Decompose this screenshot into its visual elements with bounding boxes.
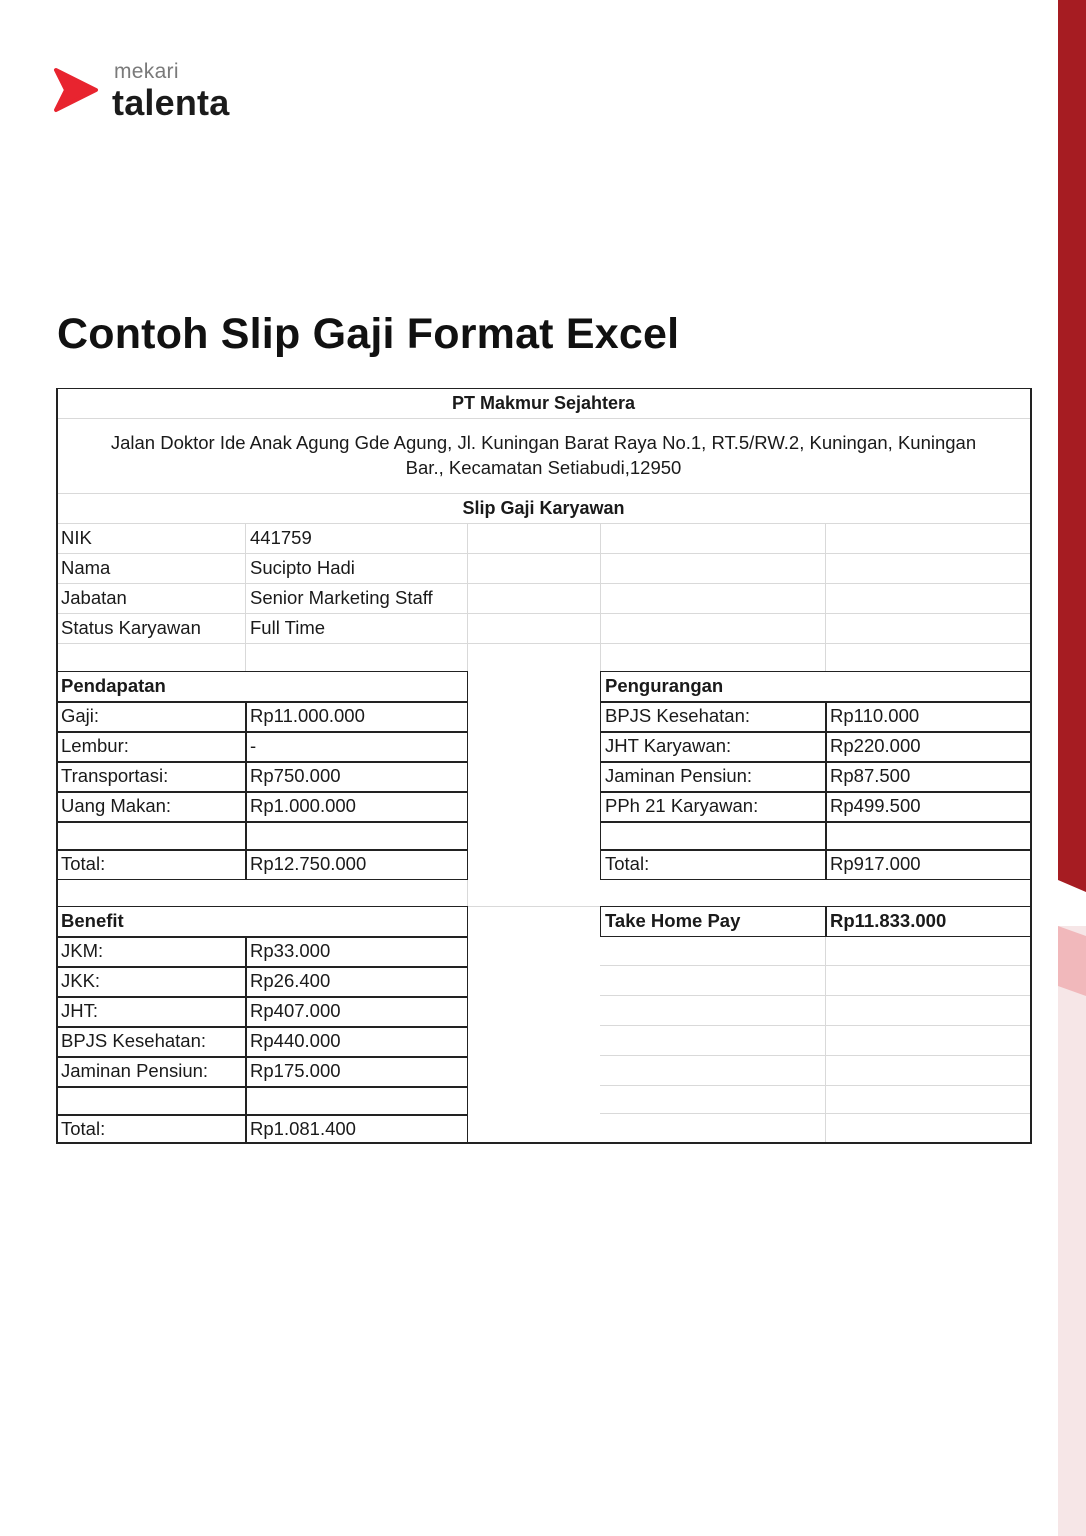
employee-name-value: Sucipto Hadi	[250, 557, 355, 578]
employee-position-value: Senior Marketing Staff	[250, 587, 433, 608]
slip-title: Slip Gaji Karyawan	[462, 497, 625, 518]
pendapatan-makan-value: Rp1.000.000	[250, 795, 356, 816]
page-title: Contoh Slip Gaji Format Excel	[57, 310, 680, 358]
pengurangan-header: Pengurangan	[605, 675, 724, 696]
pendapatan-gaji-label: Gaji:	[61, 705, 100, 726]
benefit-bpjs-value: Rp440.000	[250, 1030, 341, 1051]
pendapatan-header: Pendapatan	[61, 675, 166, 696]
pendapatan-total-label: Total:	[61, 853, 106, 874]
pengurangan-pensiun-label: Jaminan Pensiun:	[605, 765, 753, 786]
company-name: PT Makmur Sejahtera	[451, 392, 636, 413]
pendapatan-transport-value: Rp750.000	[250, 765, 341, 786]
benefit-bpjs-label: BPJS Kesehatan:	[61, 1030, 207, 1051]
gridline	[600, 1055, 1031, 1056]
benefit-jht-label: JHT:	[61, 1000, 98, 1021]
pendapatan-makan-label: Uang Makan:	[61, 795, 172, 816]
take-home-pay-label: Take Home Pay	[605, 910, 741, 931]
gridline	[825, 523, 826, 671]
company-address-line2: Bar., Kecamatan Setiabudi,12950	[405, 457, 682, 478]
brand-logo	[52, 60, 272, 130]
employee-name-label: Nama	[61, 557, 111, 578]
benefit-jkk-value: Rp26.400	[250, 970, 331, 991]
gridline	[600, 1085, 1031, 1086]
edge-band-dark	[1058, 0, 1086, 880]
pendapatan-lembur-label: Lembur:	[61, 735, 129, 756]
pendapatan-total-value: Rp12.750.000	[250, 853, 367, 874]
edge-band-light	[1058, 926, 1086, 1536]
edge-wedge	[1058, 860, 1086, 920]
pengurangan-pph-label: PPh 21 Karyawan:	[605, 795, 759, 816]
pendapatan-lembur-value: -	[250, 735, 257, 756]
table-rule	[600, 821, 1031, 823]
pengurangan-jht-value: Rp220.000	[830, 735, 921, 756]
table-rule	[56, 1086, 468, 1088]
benefit-total-label: Total:	[61, 1118, 106, 1139]
pengurangan-bpjs-label: BPJS Kesehatan:	[605, 705, 751, 726]
logo-chevron-icon	[52, 66, 102, 114]
salary-slip-sheet	[56, 388, 1031, 1144]
edge-pink-shape	[1058, 926, 1086, 996]
gridline	[600, 1025, 1031, 1026]
benefit-jkm-value: Rp33.000	[250, 940, 331, 961]
benefit-jkk-label: JKK:	[61, 970, 101, 991]
pendapatan-gaji-value: Rp11.000.000	[250, 705, 365, 726]
benefit-pensiun-value: Rp175.000	[250, 1060, 341, 1081]
logo-text-small: mekari	[114, 60, 179, 83]
benefit-jht-value: Rp407.000	[250, 1000, 341, 1021]
employee-nik-value: 441759	[250, 527, 312, 548]
gridline	[56, 643, 1031, 644]
pengurangan-total-value: Rp917.000	[830, 853, 921, 874]
benefit-pensiun-label: Jaminan Pensiun:	[61, 1060, 209, 1081]
pengurangan-bpjs-value: Rp110.000	[830, 705, 920, 726]
employee-status-value: Full Time	[250, 617, 326, 638]
benefit-header: Benefit	[61, 910, 124, 931]
gridline	[600, 523, 601, 671]
gridline	[825, 936, 826, 1142]
logo-text-big: talenta	[112, 82, 230, 123]
gridline	[600, 965, 1031, 966]
employee-status-label: Status Karyawan	[61, 617, 201, 638]
gridline	[56, 418, 1031, 419]
pengurangan-pensiun-value: Rp87.500	[830, 765, 911, 786]
gridline	[600, 1113, 1031, 1114]
take-home-pay-value: Rp11.833.000	[830, 910, 947, 931]
pengurangan-total-label: Total:	[605, 853, 650, 874]
benefit-jkm-label: JKM:	[61, 940, 104, 961]
pengurangan-jht-label: JHT Karyawan:	[605, 735, 732, 756]
company-address-line1: Jalan Doktor Ide Anak Agung Gde Agung, Jl. Kuningan Barat Raya No.1, RT.5/RW.2, Kuningan, Kuningan	[110, 432, 977, 453]
pengurangan-pph-value: Rp499.500	[830, 795, 921, 816]
employee-nik-label: NIK	[61, 527, 92, 548]
benefit-total-value: Rp1.081.400	[250, 1118, 356, 1139]
employee-position-label: Jabatan	[61, 587, 127, 608]
table-rule	[56, 821, 468, 823]
gridline	[600, 995, 1031, 996]
pendapatan-transport-label: Transportasi:	[61, 765, 169, 786]
